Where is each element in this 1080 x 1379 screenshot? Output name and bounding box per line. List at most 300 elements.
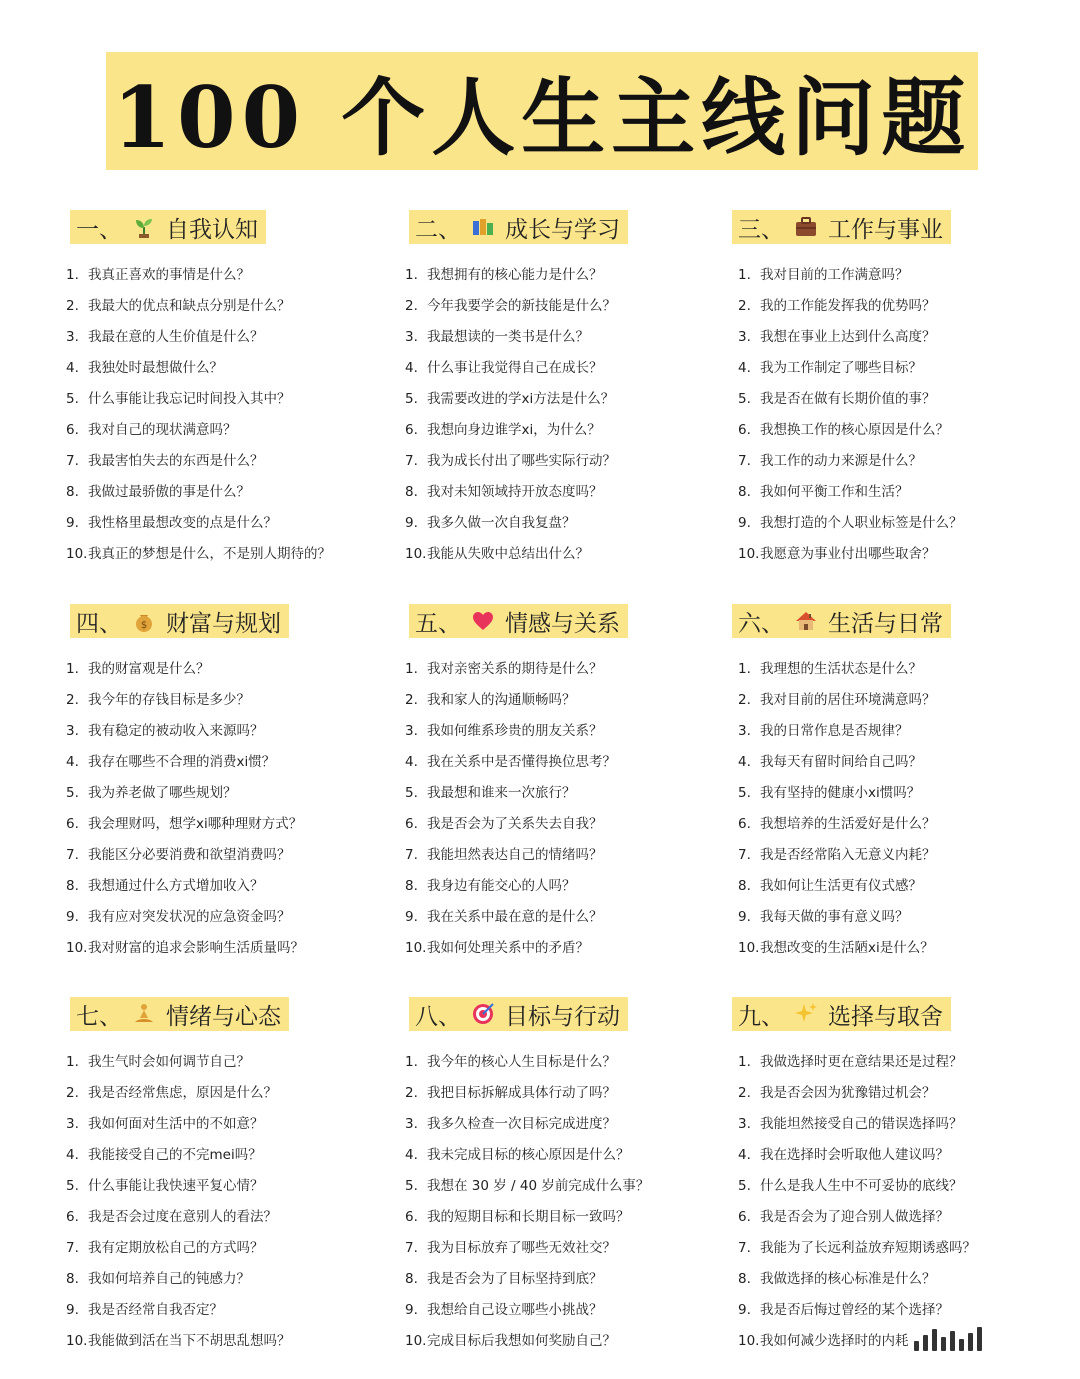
item-number: 7. <box>66 1240 79 1256</box>
section-number: 一、 <box>76 216 122 243</box>
item-text: 我愿意为事业付出哪些取舍？ <box>760 546 936 562</box>
section-heading <box>409 604 628 638</box>
item-number: 7. <box>738 1240 751 1256</box>
item-number: 10. <box>66 1333 88 1349</box>
books-icon <box>471 215 495 239</box>
section-number: 八、 <box>415 1003 461 1030</box>
item-number: 5. <box>738 785 751 801</box>
section-5 <box>405 604 729 964</box>
question-list <box>738 654 1052 964</box>
list-item <box>405 1264 729 1295</box>
item-text: 我想打造的个人职业标签是什么？ <box>760 515 963 531</box>
item-text: 我需要改进的学xi方法是什么？ <box>427 391 615 407</box>
list-item <box>405 654 729 685</box>
item-text: 我和家人的沟通顺畅吗？ <box>427 692 576 708</box>
item-number: 6. <box>405 1209 418 1225</box>
item-number: 4. <box>66 1147 79 1163</box>
list-item <box>405 840 729 871</box>
item-number: 8. <box>405 1271 418 1287</box>
list-item <box>66 902 390 933</box>
list-item <box>738 446 1052 477</box>
item-text: 我是否经常自我否定？ <box>88 1302 223 1318</box>
watermark-icon <box>914 1325 1054 1351</box>
item-text: 我做选择的核心标准是什么？ <box>760 1271 936 1287</box>
item-number: 4. <box>66 754 79 770</box>
list-item <box>66 508 390 539</box>
item-text: 我身边有能交心的人吗？ <box>427 878 576 894</box>
section-number: 九、 <box>738 1003 784 1030</box>
list-item <box>66 1326 390 1357</box>
list-item <box>405 809 729 840</box>
item-text: 我如何维系珍贵的朋友关系？ <box>427 723 603 739</box>
list-item <box>738 716 1052 747</box>
list-item <box>66 260 390 291</box>
item-text: 我想通过什么方式增加收入？ <box>88 878 264 894</box>
list-item <box>738 353 1052 384</box>
item-text: 我是否会为了关系失去自我？ <box>427 816 603 832</box>
item-text: 我是否在做有长期价值的事？ <box>760 391 936 407</box>
list-item <box>66 840 390 871</box>
item-number: 7. <box>405 453 418 469</box>
question-list <box>405 1047 729 1357</box>
section-heading <box>70 997 289 1031</box>
item-number: 3. <box>66 329 79 345</box>
item-number: 5. <box>738 391 751 407</box>
item-text: 我对亲密关系的期待是什么？ <box>427 661 603 677</box>
item-text: 我是否会为了目标坚持到底？ <box>427 1271 603 1287</box>
item-text: 我的日常作息是否规律？ <box>760 723 909 739</box>
list-item <box>738 809 1052 840</box>
item-text: 我的短期目标和长期目标一致吗？ <box>427 1209 630 1225</box>
item-number: 4. <box>405 360 418 376</box>
item-text: 我对自己的现状满意吗？ <box>88 422 237 438</box>
list-item <box>66 1078 390 1109</box>
item-number: 5. <box>405 785 418 801</box>
list-item <box>738 1078 1052 1109</box>
svg-text:$: $ <box>140 620 148 631</box>
item-number: 9. <box>738 909 751 925</box>
list-item <box>66 871 390 902</box>
item-text: 我想在事业上达到什么高度？ <box>760 329 936 345</box>
item-text: 我生气时会如何调节自己？ <box>88 1054 250 1070</box>
list-item <box>738 778 1052 809</box>
item-text: 我如何处理关系中的矛盾？ <box>427 940 589 956</box>
list-item <box>738 508 1052 539</box>
item-number: 2. <box>66 1085 79 1101</box>
item-text: 我有定期放松自己的方式吗？ <box>88 1240 264 1256</box>
item-text: 什么事让我觉得自己在成长？ <box>427 360 603 376</box>
item-number: 4. <box>738 360 751 376</box>
section-title: 成长与学习 <box>505 216 620 243</box>
item-number: 6. <box>738 1209 751 1225</box>
item-number: 6. <box>66 816 79 832</box>
item-number: 7. <box>405 847 418 863</box>
list-item <box>66 1233 390 1264</box>
item-number: 9. <box>66 909 79 925</box>
item-text: 我是否会为了迎合别人做选择？ <box>760 1209 949 1225</box>
item-text: 我每天有留时间给自己吗？ <box>760 754 922 770</box>
item-text: 我最想读的一类书是什么？ <box>427 329 589 345</box>
item-number: 8. <box>738 1271 751 1287</box>
list-item <box>738 933 1052 964</box>
list-item <box>66 291 390 322</box>
heart-icon <box>471 609 495 633</box>
list-item <box>405 353 729 384</box>
section-7 <box>66 997 390 1357</box>
item-text: 我有应对突发状况的应急资金吗？ <box>88 909 291 925</box>
list-item <box>405 1140 729 1171</box>
list-item <box>405 477 729 508</box>
section-heading <box>70 604 289 638</box>
target-icon <box>471 1002 495 1026</box>
list-item <box>405 871 729 902</box>
list-item <box>405 446 729 477</box>
item-number: 2. <box>405 692 418 708</box>
list-item <box>66 322 390 353</box>
list-item <box>66 654 390 685</box>
item-number: 2. <box>405 1085 418 1101</box>
section-number: 二、 <box>415 216 461 243</box>
section-2 <box>405 210 729 570</box>
section-heading <box>70 210 266 244</box>
item-text: 我能从失败中总结出什么？ <box>427 546 589 562</box>
list-item <box>66 384 390 415</box>
item-number: 2. <box>405 298 418 314</box>
list-item <box>405 778 729 809</box>
section-number: 三、 <box>738 216 784 243</box>
list-item <box>405 685 729 716</box>
item-text: 我今年的核心人生目标是什么？ <box>427 1054 616 1070</box>
item-number: 9. <box>405 909 418 925</box>
section-title: 情感与关系 <box>505 610 620 637</box>
sparkles-icon <box>794 1002 818 1026</box>
item-number: 3. <box>738 723 751 739</box>
item-number: 1. <box>405 661 418 677</box>
item-text: 我存在哪些不合理的消费xi惯？ <box>88 754 276 770</box>
item-text: 我在关系中最在意的是什么？ <box>427 909 603 925</box>
item-text: 我对财富的追求会影响生活质量吗？ <box>88 940 304 956</box>
item-number: 2. <box>66 692 79 708</box>
item-number: 7. <box>738 453 751 469</box>
list-item <box>405 415 729 446</box>
item-number: 4. <box>405 754 418 770</box>
list-item <box>738 1233 1052 1264</box>
item-text: 我最想和谁来一次旅行？ <box>427 785 576 801</box>
item-text: 我如何减少选择时的内耗 <box>760 1333 909 1349</box>
item-number: 1. <box>738 1054 751 1070</box>
item-number: 2. <box>66 298 79 314</box>
item-text: 什么事能让我快速平复心情？ <box>88 1178 264 1194</box>
item-number: 6. <box>66 1209 79 1225</box>
item-number: 1. <box>66 661 79 677</box>
item-text: 我为工作制定了哪些目标？ <box>760 360 922 376</box>
list-item <box>405 747 729 778</box>
item-text: 我对目前的工作满意吗？ <box>760 267 909 283</box>
section-4 <box>66 604 390 964</box>
item-number: 6. <box>405 816 418 832</box>
section-number: 七、 <box>76 1003 122 1030</box>
item-text: 我最在意的人生价值是什么？ <box>88 329 264 345</box>
item-text: 我能为了长远利益放弃短期诱惑吗？ <box>760 1240 976 1256</box>
item-text: 我能区分必要消费和欲望消费吗？ <box>88 847 291 863</box>
list-item <box>738 1264 1052 1295</box>
page-title: 100 个人生主线问题 <box>112 67 972 167</box>
item-number: 6. <box>66 422 79 438</box>
section-title: 情绪与心态 <box>166 1003 281 1030</box>
item-number: 10. <box>66 940 88 956</box>
section-heading <box>732 997 951 1031</box>
seedling-icon <box>132 215 156 239</box>
list-item <box>405 384 729 415</box>
item-text: 我为养老做了哪些规划？ <box>88 785 237 801</box>
list-item <box>738 1202 1052 1233</box>
section-title: 自我认知 <box>166 216 258 243</box>
item-text: 我想培养的生活爱好是什么？ <box>760 816 936 832</box>
item-number: 1. <box>405 267 418 283</box>
list-item <box>738 1171 1052 1202</box>
item-text: 我想给自己设立哪些小挑战？ <box>427 1302 603 1318</box>
item-text: 我如何培养自己的钝感力？ <box>88 1271 250 1287</box>
item-text: 我今年的存钱目标是多少？ <box>88 692 250 708</box>
item-number: 1. <box>66 267 79 283</box>
item-text: 我做过最骄傲的事是什么？ <box>88 484 250 500</box>
list-item <box>66 1264 390 1295</box>
house-icon <box>794 609 818 633</box>
list-item <box>738 747 1052 778</box>
list-item <box>405 291 729 322</box>
item-text: 我性格里最想改变的点是什么？ <box>88 515 277 531</box>
section-1 <box>66 210 390 570</box>
item-text: 我能接受自己的不完mei吗？ <box>88 1147 262 1163</box>
item-number: 9. <box>405 515 418 531</box>
list-item <box>738 322 1052 353</box>
meditation-icon <box>132 1002 156 1026</box>
list-item <box>405 260 729 291</box>
list-item <box>738 384 1052 415</box>
item-number: 10. <box>738 940 760 956</box>
list-item <box>66 353 390 384</box>
item-number: 9. <box>66 1302 79 1318</box>
item-text: 我在选择时会听取他人建议吗？ <box>760 1147 949 1163</box>
item-number: 10. <box>405 1333 427 1349</box>
item-number: 4. <box>66 360 79 376</box>
list-item <box>405 933 729 964</box>
item-text: 我真正的梦想是什么，不是别人期待的？ <box>88 546 331 562</box>
list-item <box>405 1047 729 1078</box>
list-item <box>405 1233 729 1264</box>
list-item <box>738 539 1052 570</box>
item-text: 完成目标后我想如何奖励自己？ <box>427 1333 616 1349</box>
list-item <box>738 477 1052 508</box>
list-item <box>66 415 390 446</box>
item-number: 7. <box>738 847 751 863</box>
item-number: 3. <box>405 723 418 739</box>
item-text: 我是否会因为犹豫错过机会？ <box>760 1085 936 1101</box>
briefcase-icon <box>794 215 818 239</box>
item-number: 2. <box>738 1085 751 1101</box>
item-number: 1. <box>738 661 751 677</box>
item-text: 我会理财吗，想学xi哪种理财方式？ <box>88 816 303 832</box>
list-item <box>738 840 1052 871</box>
item-text: 今年我要学会的新技能是什么？ <box>427 298 616 314</box>
item-number: 9. <box>66 515 79 531</box>
section-number: 四、 <box>76 610 122 637</box>
section-heading <box>409 210 628 244</box>
title-banner <box>106 52 978 170</box>
item-number: 8. <box>405 484 418 500</box>
item-text: 我的工作能发挥我的优势吗？ <box>760 298 936 314</box>
item-number: 5. <box>405 391 418 407</box>
item-number: 8. <box>66 878 79 894</box>
list-item <box>66 933 390 964</box>
list-item <box>738 1140 1052 1171</box>
item-number: 10. <box>405 940 427 956</box>
item-text: 我真正喜欢的事情是什么？ <box>88 267 250 283</box>
question-list <box>738 1047 1052 1357</box>
list-item <box>66 1109 390 1140</box>
item-number: 3. <box>738 1116 751 1132</box>
item-text: 我是否经常焦虑，原因是什么？ <box>88 1085 277 1101</box>
list-item <box>405 322 729 353</box>
item-number: 5. <box>405 1178 418 1194</box>
list-item <box>738 260 1052 291</box>
list-item <box>405 716 729 747</box>
item-number: 7. <box>66 847 79 863</box>
list-item <box>66 446 390 477</box>
item-number: 3. <box>66 1116 79 1132</box>
section-number: 五、 <box>415 610 461 637</box>
item-text: 我是否经常陷入无意义内耗？ <box>760 847 936 863</box>
list-item <box>738 1295 1052 1326</box>
item-text: 我是否后悔过曾经的某个选择？ <box>760 1302 949 1318</box>
list-item <box>738 1047 1052 1078</box>
list-item <box>405 1202 729 1233</box>
item-text: 我多久检查一次目标完成进度？ <box>427 1116 616 1132</box>
item-text: 我对目前的居住环境满意吗？ <box>760 692 936 708</box>
money-bag-icon <box>132 609 156 633</box>
item-number: 6. <box>405 422 418 438</box>
item-number: 1. <box>738 267 751 283</box>
item-number: 1. <box>405 1054 418 1070</box>
item-text: 我能坦然接受自己的错误选择吗？ <box>760 1116 963 1132</box>
item-text: 我独处时最想做什么？ <box>88 360 223 376</box>
list-item <box>66 809 390 840</box>
list-item <box>405 508 729 539</box>
item-text: 我理想的生活状态是什么？ <box>760 661 922 677</box>
list-item <box>738 871 1052 902</box>
section-heading <box>409 997 628 1031</box>
item-text: 我把目标拆解成具体行动了吗？ <box>427 1085 616 1101</box>
list-item <box>405 539 729 570</box>
question-list <box>66 1047 390 1357</box>
list-item <box>66 716 390 747</box>
list-item <box>405 1295 729 1326</box>
item-text: 我如何面对生活中的不如意？ <box>88 1116 264 1132</box>
list-item <box>738 1109 1052 1140</box>
item-number: 9. <box>405 1302 418 1318</box>
section-number: 六、 <box>738 610 784 637</box>
item-number: 6. <box>738 422 751 438</box>
list-item <box>738 685 1052 716</box>
item-number: 1. <box>66 1054 79 1070</box>
list-item <box>405 1171 729 1202</box>
item-text: 我能坦然表达自己的情绪吗？ <box>427 847 603 863</box>
item-text: 我是否会过度在意别人的看法？ <box>88 1209 277 1225</box>
section-title: 目标与行动 <box>505 1003 620 1030</box>
item-number: 8. <box>738 484 751 500</box>
item-text: 我的财富观是什么？ <box>88 661 210 677</box>
list-item <box>738 654 1052 685</box>
item-number: 5. <box>66 391 79 407</box>
item-number: 7. <box>66 453 79 469</box>
item-number: 10. <box>66 546 88 562</box>
item-number: 3. <box>405 1116 418 1132</box>
list-item <box>405 1109 729 1140</box>
section-3 <box>732 210 1052 570</box>
item-text: 我未完成目标的核心原因是什么？ <box>427 1147 630 1163</box>
list-item <box>66 1171 390 1202</box>
list-item <box>66 477 390 508</box>
section-8 <box>405 997 729 1357</box>
list-item <box>66 539 390 570</box>
list-item <box>738 291 1052 322</box>
item-number: 3. <box>405 329 418 345</box>
section-heading <box>732 210 951 244</box>
item-text: 我想拥有的核心能力是什么？ <box>427 267 603 283</box>
section-title: 生活与日常 <box>828 610 943 637</box>
section-6 <box>732 604 1052 964</box>
list-item <box>66 778 390 809</box>
item-text: 我最害怕失去的东西是什么？ <box>88 453 264 469</box>
item-number: 9. <box>738 1302 751 1318</box>
item-number: 8. <box>66 1271 79 1287</box>
section-heading <box>732 604 951 638</box>
item-text: 我想向身边谁学xi，为什么？ <box>427 422 601 438</box>
item-text: 我能做到活在当下不胡思乱想吗？ <box>88 1333 291 1349</box>
section-title: 工作与事业 <box>828 216 943 243</box>
item-number: 5. <box>738 1178 751 1194</box>
section-9 <box>732 997 1052 1357</box>
question-list <box>405 654 729 964</box>
item-text: 我想在 30 岁 / 40 岁前完成什么事？ <box>427 1178 650 1194</box>
item-number: 8. <box>405 878 418 894</box>
question-list <box>66 654 390 964</box>
question-list <box>405 260 729 570</box>
item-number: 5. <box>66 1178 79 1194</box>
list-item <box>405 1078 729 1109</box>
item-number: 4. <box>738 1147 751 1163</box>
section-title: 选择与取舍 <box>828 1003 943 1030</box>
item-number: 10. <box>405 546 427 562</box>
list-item <box>66 1047 390 1078</box>
item-text: 我为成长付出了哪些实际行动？ <box>427 453 616 469</box>
item-text: 我做选择时更在意结果还是过程？ <box>760 1054 963 1070</box>
item-text: 我为目标放弃了哪些无效社交？ <box>427 1240 616 1256</box>
item-number: 7. <box>405 1240 418 1256</box>
item-text: 我有坚持的健康小xi惯吗？ <box>760 785 921 801</box>
question-list <box>66 260 390 570</box>
item-number: 8. <box>66 484 79 500</box>
list-item <box>405 902 729 933</box>
item-text: 我有稳定的被动收入来源吗？ <box>88 723 264 739</box>
item-number: 6. <box>738 816 751 832</box>
list-item <box>738 902 1052 933</box>
item-text: 我多久做一次自我复盘？ <box>427 515 576 531</box>
item-number: 5. <box>66 785 79 801</box>
item-text: 我想换工作的核心原因是什么？ <box>760 422 949 438</box>
item-number: 10. <box>738 546 760 562</box>
item-text: 我如何平衡工作和生活？ <box>760 484 909 500</box>
